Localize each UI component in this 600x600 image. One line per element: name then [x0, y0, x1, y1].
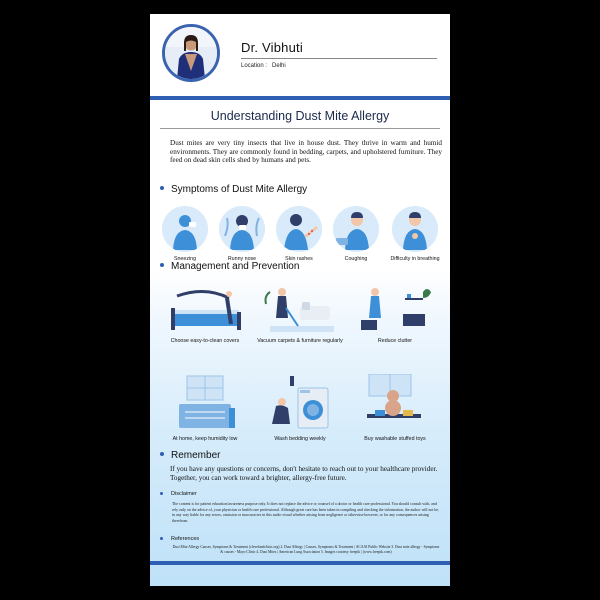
symptom-runny-nose — [214, 206, 270, 262]
tip-label: Buy washable stuffed toys — [364, 436, 426, 442]
tip-label: Reduce clutter — [377, 338, 413, 344]
symptom-breathing — [387, 206, 443, 262]
symptom-coughing — [328, 206, 384, 262]
symptom-label: Skin rashes — [285, 256, 313, 262]
washing-machine-icon — [260, 374, 340, 432]
tip-reduce-clutter — [347, 284, 443, 344]
references-list: Dust Mite Allergy Causes, Symptoms & Treatment (clevelandclinic.org) 2. Dust Allergy | Causes, Symptoms & Treatment | ACAAI Public Website 3. Dust mite allergy - Symptoms & causes - Mayo Clinic 4. Dust Mites | American Lung Association 5. Images courtesy freepik | (www.freepik.com) — [172, 545, 440, 555]
symptom-label: Coughing — [344, 256, 368, 262]
tip-humidity — [157, 374, 253, 442]
tip-label: Wash bedding weekly — [274, 436, 326, 442]
doctor-photo-icon — [165, 27, 217, 79]
disclaimer-heading — [160, 491, 197, 497]
remember-heading-text: Remember — [171, 450, 221, 461]
coughing-icon — [333, 206, 379, 252]
bed-covers-icon — [165, 284, 245, 334]
skin-rashes-icon — [276, 206, 322, 252]
tip-washable-toys — [347, 374, 443, 442]
management-heading — [160, 261, 299, 272]
page-title: Understanding Dust Mite Allergy — [210, 109, 390, 123]
poster — [150, 14, 450, 586]
sneezing-icon — [162, 206, 208, 252]
symptom-skin-rashes — [271, 206, 327, 262]
location-label: Location : — [241, 63, 268, 69]
name-divider — [241, 58, 437, 59]
tip-vacuum — [252, 284, 348, 344]
symptom-sneezing — [157, 206, 213, 262]
header-band — [150, 96, 450, 100]
tip-label: Choose easy-to-clean covers — [170, 338, 240, 344]
disclaimer-paragraph: The content is for patient education/awareness purpose only. It does not replace the advice or counsel of a doctor or health care professional. You should consult with, and rely only on the advice of, your physician or health care professional. Although great care has been taken in compiling and checking the information, the author will not be, in any way liable for any errors, omission or inaccuracies in this audio visual whether arising from negligence or otherwise however, or for any consequences arising therefrom. — [172, 502, 440, 523]
tip-easy-clean-covers — [157, 284, 253, 344]
dehumidifier-icon — [165, 374, 245, 432]
title-divider — [160, 128, 440, 129]
vacuum-icon — [260, 284, 340, 334]
tip-wash-bedding — [252, 374, 348, 442]
symptom-label: Difficulty in breathing — [390, 256, 440, 262]
bullet-icon — [160, 452, 164, 456]
doctor-avatar — [162, 24, 220, 82]
difficulty-breathing-icon — [392, 206, 438, 252]
symptom-label: Sneezing — [173, 256, 197, 262]
tip-label: Vacuum carpets & furniture regularly — [257, 338, 343, 344]
management-heading-text: Management and Prevention — [171, 261, 300, 272]
symptoms-heading — [160, 184, 307, 195]
tip-label: At home, keep humidity low — [172, 436, 238, 442]
doctor-location — [241, 63, 286, 69]
references-heading — [160, 536, 199, 542]
intro-paragraph: Dust mites are very tiny insects that live in house dust. They thrive in warm and humid environments. They are commonly found in bedding, carpets, and upholstered furniture. They feed on dead skin cells shed by humans and pets. — [170, 139, 442, 165]
footer-band — [150, 561, 450, 565]
stuffed-toys-icon — [355, 374, 435, 432]
remember-paragraph: If you have any questions or concerns, don't hesitate to reach out to your healthcare provider. Together, you can work toward a brighter, allergy-free future. — [170, 465, 438, 482]
remember-heading — [160, 450, 220, 461]
bullet-icon — [160, 537, 163, 540]
symptom-label: Runny nose — [227, 256, 257, 262]
bullet-icon — [160, 186, 164, 190]
bullet-icon — [160, 492, 163, 495]
symptoms-heading-text: Symptoms of Dust Mite Allergy — [171, 184, 308, 195]
location-value: Delhi — [272, 63, 286, 69]
decluttered-room-icon — [355, 284, 435, 334]
references-heading-text: References — [171, 536, 200, 542]
runny-nose-icon — [219, 206, 265, 252]
doctor-header — [150, 14, 450, 96]
doctor-name: Dr. Vibhuti — [241, 40, 303, 55]
disclaimer-heading-text: Disclaimer — [171, 491, 197, 497]
bullet-icon — [160, 263, 164, 267]
